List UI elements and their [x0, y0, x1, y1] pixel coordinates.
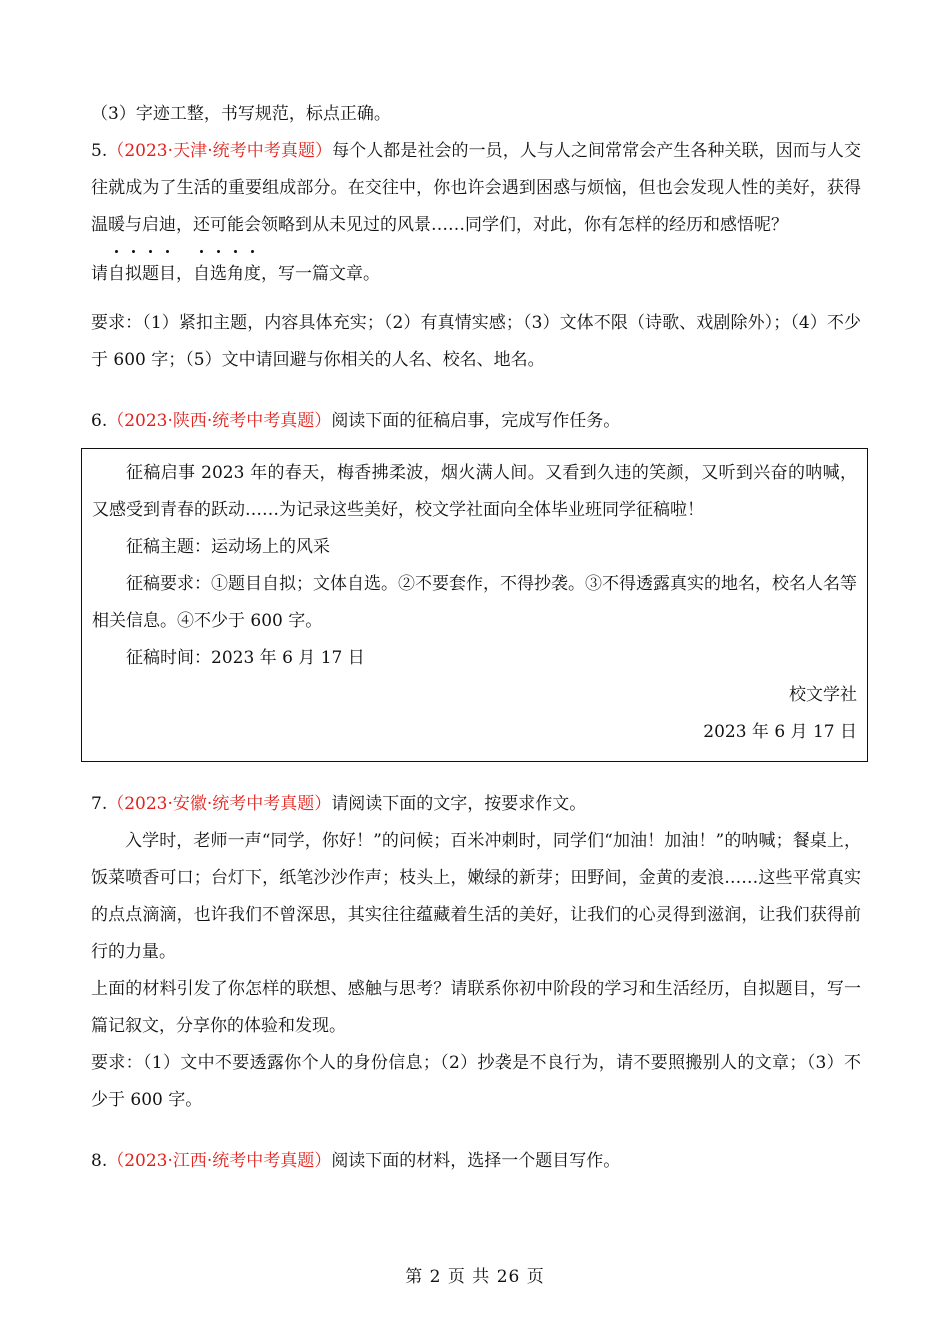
emphasis-self-title — [108, 264, 176, 284]
question-8-body: 阅读下面的材料，选择一个题目写作。 — [331, 1151, 621, 1171]
emphasis-self-angle — [193, 264, 261, 284]
notice-intro: 征稿启事 2023 年的春天，梅香拂柔波，烟火满人间。又看到久违的笑颜，又听到兴奋的呐喊，又感受到青春的跃动……为记录这些美好，校文学社面向全体毕业班同学征稿啦！ — [92, 463, 857, 520]
notice-date: 2023 年 6 月 17 日 — [703, 722, 857, 742]
question-7-task: 上面的材料引发了你怎样的联想、感触与思考？请联系你初中阶段的学习和生活经历，自拟题目，写一篇记叙文，分享你的体验和发现。 — [91, 979, 861, 1036]
emphasis-dot-char: 自 — [108, 256, 125, 293]
question-7-body: 请阅读下面的文字，按要求作文。 — [331, 794, 587, 814]
question-7-requirement: 要求：（1）文中不要透露你个人的身份信息；（2）抄袭是不良行为，请不要照搬别人的文章；（3）不少于 600 字。 — [91, 1053, 861, 1110]
question-5-prompt: 请自拟题目，自选角度，写一篇文章。 — [91, 256, 861, 293]
question-5-body: 每个人都是社会的一员，人与人之间常常会产生各种关联，因而与人交往就成为了生活的重要组成部分。在交往中，你也许会遇到困惑与烦恼，但也会发现人性的美好，获得温暖与启迪，还可能会领略到从未见过的风景……同学们，对此，你有怎样的经历和感悟呢？ — [91, 141, 861, 235]
emphasis-dot-char: 角 — [227, 256, 244, 293]
emphasis-dot-char: 拟 — [125, 256, 142, 293]
emphasis-dot-char: 题 — [142, 256, 159, 293]
question-7-source: （2023·安徽·统考中考真题） — [107, 794, 332, 814]
question-8-source: （2023·江西·统考中考真题） — [107, 1151, 332, 1171]
question-8-number: 8. — [91, 1151, 108, 1171]
emphasis-dot-char: 度 — [244, 256, 261, 293]
question-7-material: 入学时，老师一声“同学，你好！”的问候；百米冲刺时，同学们“加油！加油！”的呐喊；餐桌上，饭菜喷香可口；台灯下，纸笔沙沙作声；枝头上，嫩绿的新芽；田野间，金黄的麦浪……这些平常真实的点点滴滴，也许我们不曾深思，其实往往蕴藏着生活的美好，让我们的心灵得到滋润，让我们获得前行的力量。 — [91, 831, 861, 962]
notice-requirements: 征稿要求：①题目自拟；文体自选。②不要套作，不得抄袭。③不得透露真实的地名，校名人名等相关信息。④不少于 600 字。 — [92, 574, 857, 631]
emphasis-dot-char: 自 — [193, 256, 210, 293]
question-6-source: （2023·陕西·统考中考真题） — [107, 411, 332, 431]
notice-theme: 征稿主题：运动场上的风采 — [126, 537, 330, 557]
question-5-text — [91, 133, 861, 244]
question-5-requirement: 要求：（1）紧扣主题，内容具体充实；（2）有真情实感；（3）文体不限（诗歌、戏剧除外）；（4）不少于 600 字；（5）文中请回避与你相关的人名、校名、地名。 — [91, 313, 861, 370]
question-8-text — [91, 1143, 861, 1180]
document-body — [91, 96, 861, 1180]
emphasis-dot-char: 目 — [159, 256, 176, 293]
question-7-number: 7. — [91, 794, 108, 814]
question-6-text — [91, 403, 861, 440]
notice-time: 征稿时间：2023 年 6 月 17 日 — [126, 648, 365, 668]
question-7-text — [91, 786, 861, 823]
call-for-papers-box — [81, 448, 868, 762]
top-requirement-line: （3）字迹工整，书写规范，标点正确。 — [91, 104, 391, 124]
notice-signer: 校文学社 — [789, 685, 857, 705]
emphasis-dot-char: 选 — [210, 256, 227, 293]
question-6-body: 阅读下面的征稿启事，完成写作任务。 — [331, 411, 621, 431]
question-5-number: 5. — [91, 141, 108, 161]
page-footer: 第 2 页 共 26 页 — [405, 1267, 545, 1287]
question-6-number: 6. — [91, 411, 108, 431]
question-5-source: （2023·天津·统考中考真题） — [107, 141, 333, 161]
